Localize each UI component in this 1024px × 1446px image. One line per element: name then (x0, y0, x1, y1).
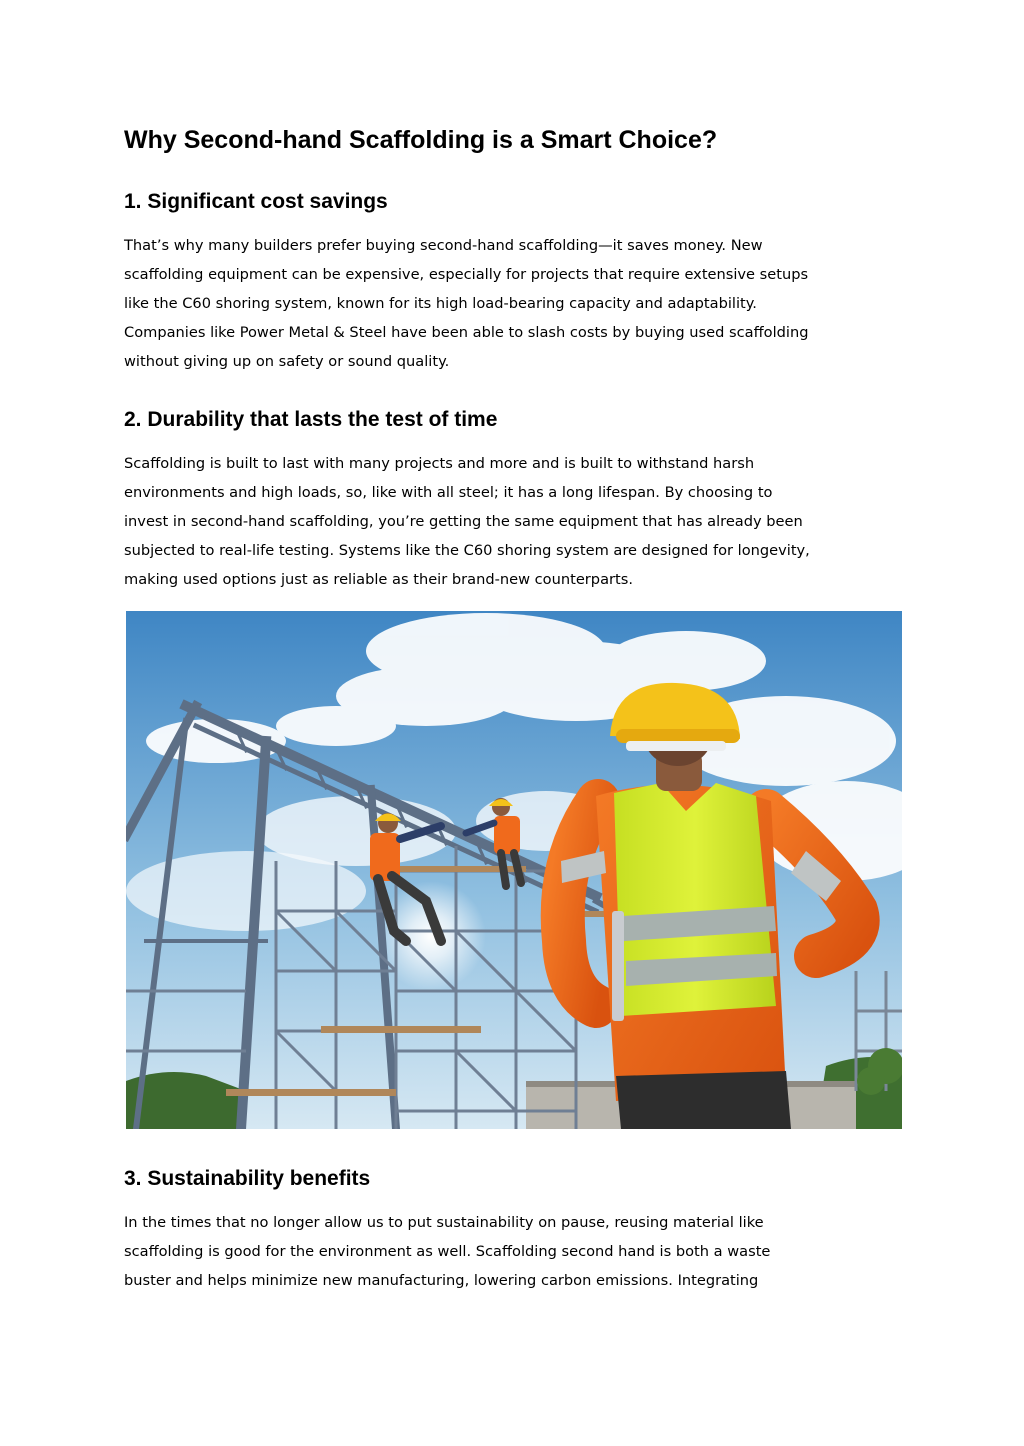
construction-workers-photo (126, 611, 902, 1129)
section-paragraph-sustainability (124, 1208, 770, 1295)
paragraph-line: invest in second-hand scaffolding, you’re getting the same equipment that has already been (124, 513, 803, 530)
section-heading-durability: 2. Durability that lasts the test of time (124, 408, 498, 431)
paragraph-line: buster and helps minimize new manufacturing, lowering carbon emissions. Integrating (124, 1272, 759, 1289)
section-paragraph-cost-savings (124, 231, 808, 376)
paragraph-line: Companies like Power Metal & Steel have been able to slash costs by buying used scaffolding (124, 324, 809, 341)
paragraph-line: In the times that no longer allow us to put sustainability on pause, reusing material like (124, 1214, 764, 1231)
section-paragraph-durability (124, 449, 810, 594)
paragraph-line: environments and high loads, so, like with all steel; it has a long lifespan. By choosing to (124, 484, 773, 501)
paragraph-line: like the C60 shoring system, known for its high load-bearing capacity and adaptability. (124, 295, 757, 312)
paragraph-line: That’s why many builders prefer buying second-hand scaffolding—it saves money. New (124, 237, 763, 254)
photo-illustration (126, 611, 902, 1129)
section-heading-sustainability: 3. Sustainability benefits (124, 1167, 371, 1190)
paragraph-line: Scaffolding is built to last with many projects and more and is built to withstand harsh (124, 455, 755, 472)
page-title: Why Second-hand Scaffolding is a Smart Choice? (124, 126, 718, 154)
paragraph-line: making used options just as reliable as their brand-new counterparts. (124, 571, 633, 588)
paragraph-line: without giving up on safety or sound quality. (124, 353, 450, 370)
paragraph-line: scaffolding is good for the environment as well. Scaffolding second hand is both a waste (124, 1243, 771, 1260)
section-heading-cost-savings: 1. Significant cost savings (124, 190, 388, 213)
paragraph-line: scaffolding equipment can be expensive, especially for projects that require extensive setups (124, 266, 809, 283)
paragraph-line: subjected to real-life testing. Systems like the C60 shoring system are designed for longevity, (124, 542, 810, 559)
